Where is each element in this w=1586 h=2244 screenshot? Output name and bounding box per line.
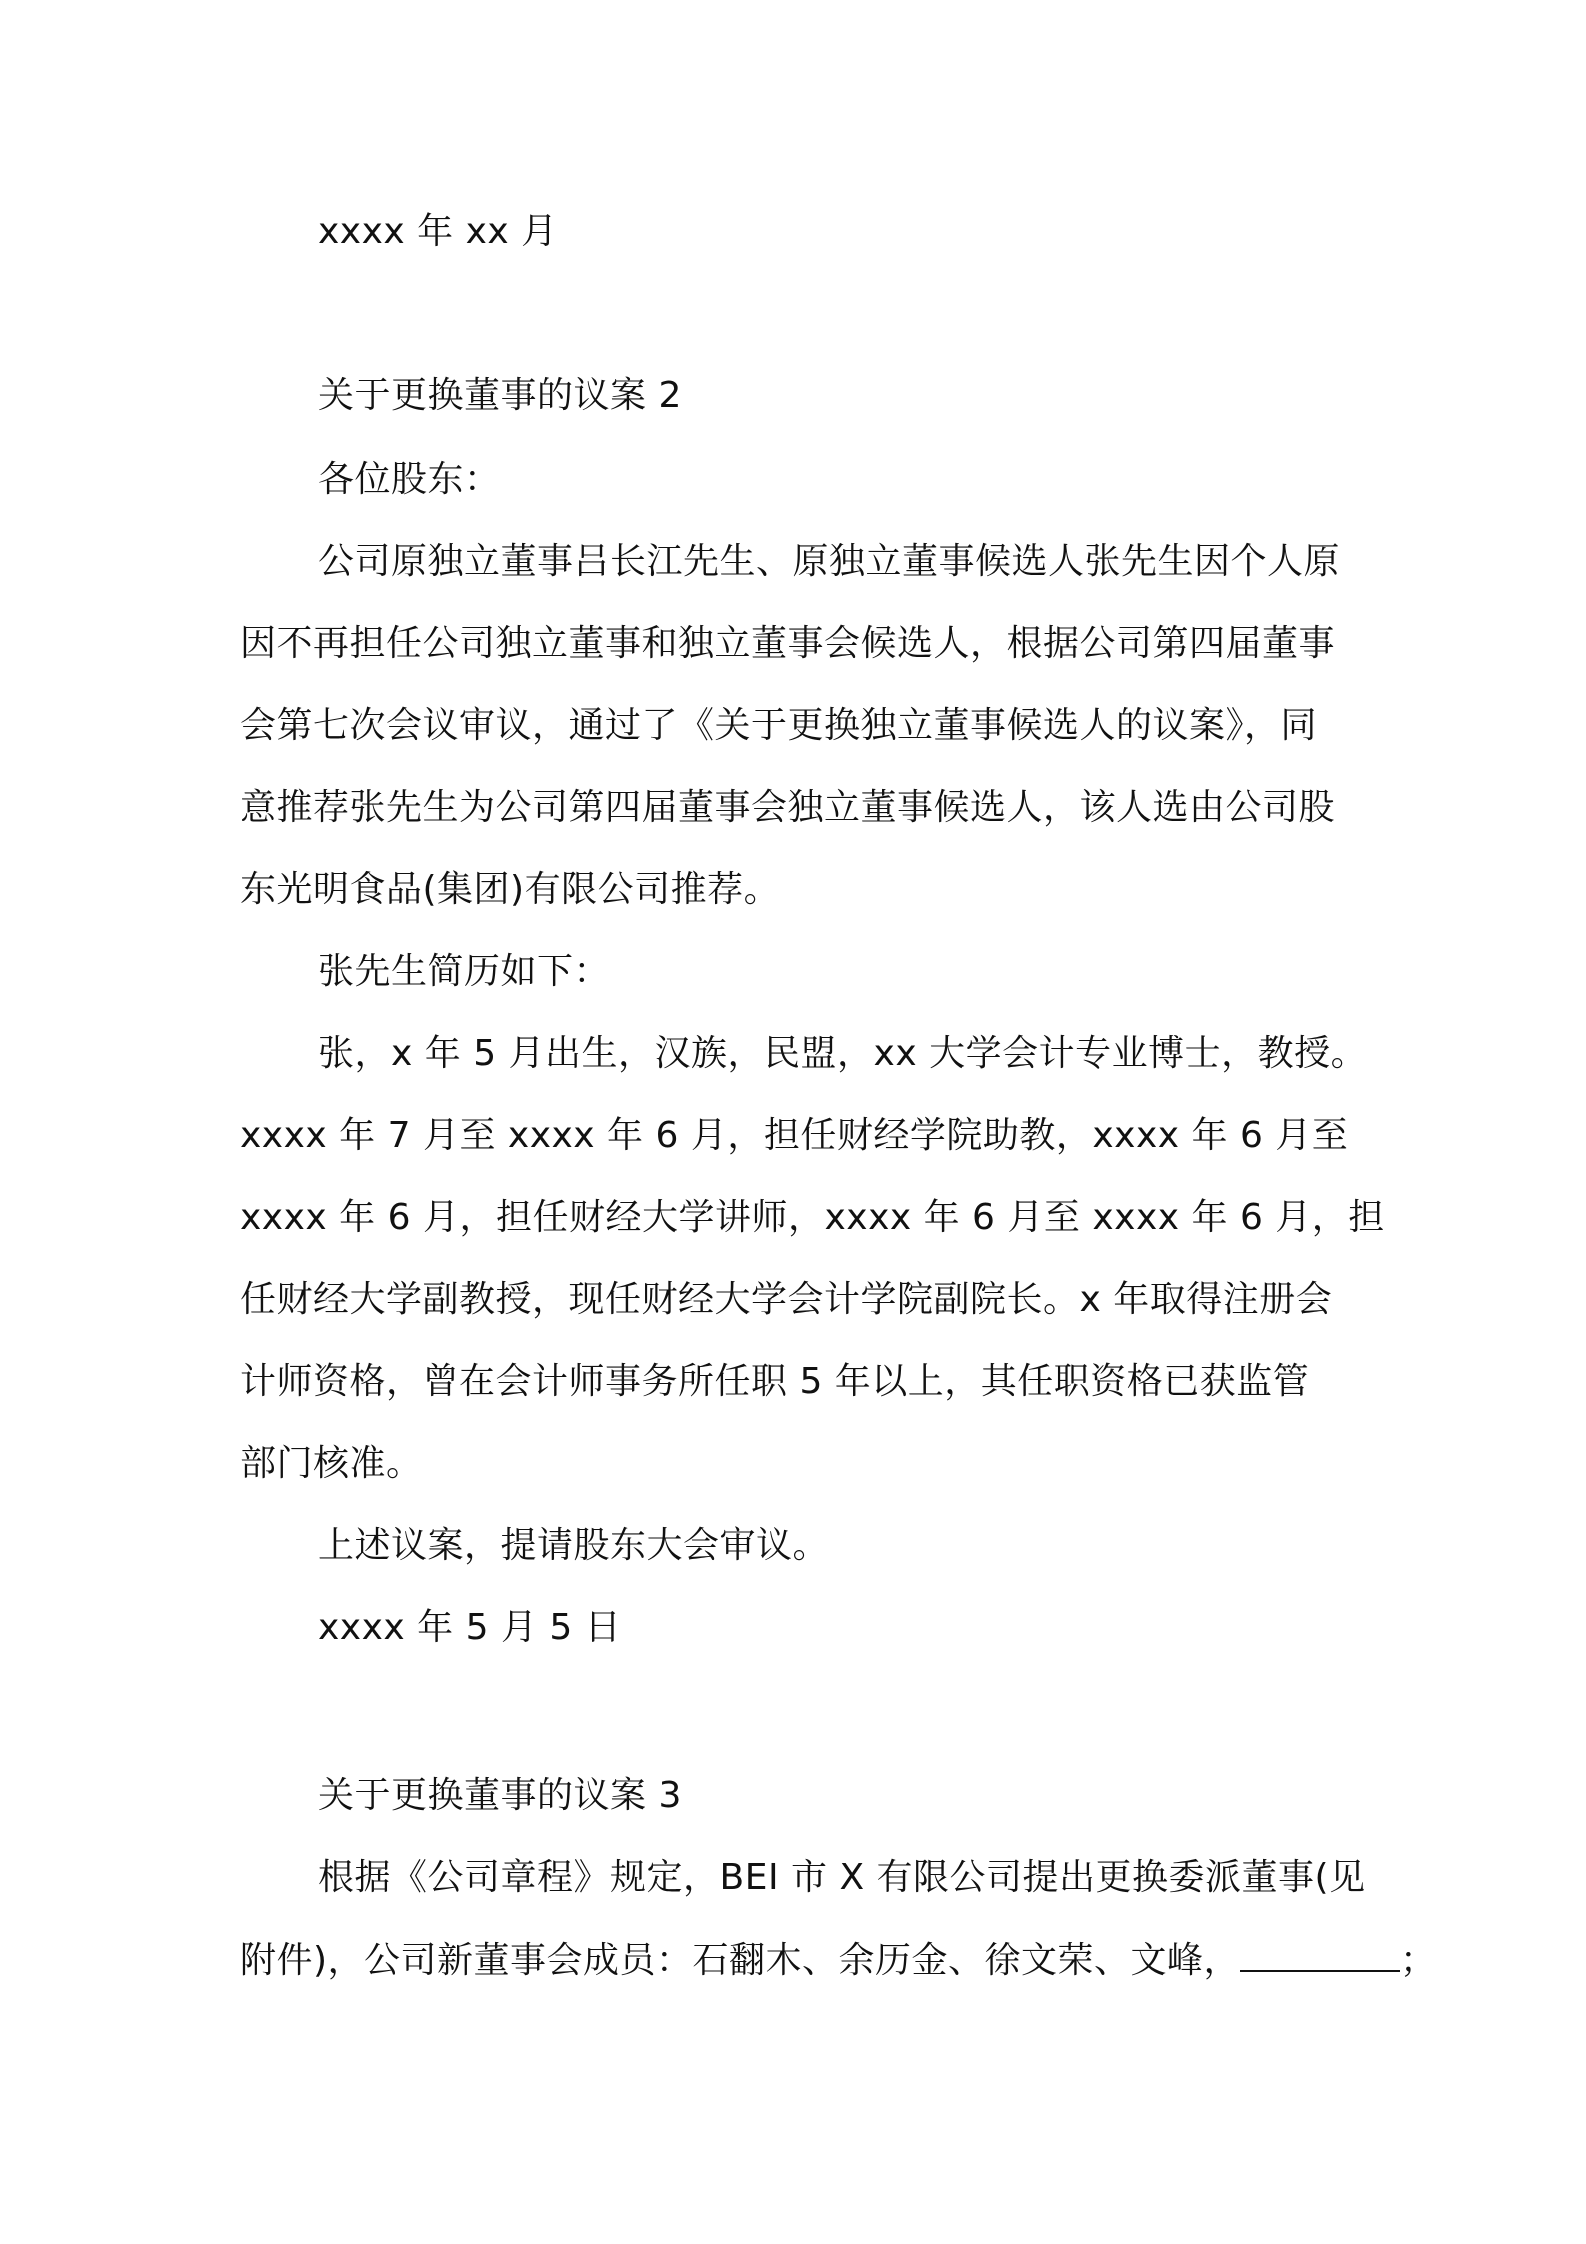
salutation: 各位股东： [318,459,501,500]
paragraph-line: 张，x 年 5 月出生，汉族，民盟，xx 大学会计专业博士，教授。 [318,1033,1368,1074]
paragraph-line: 因不再担任公司独立董事和独立董事会候选人，根据公司第四届董事 [240,623,1336,664]
section-title: 关于更换董事的议案 3 [318,1775,682,1816]
paragraph-line: 意推荐张先生为公司第四届董事会独立董事候选人，该人选由公司股 [240,787,1336,828]
paragraph-line: xxxx 年 6 月，担任财经大学讲师，xxxx 年 6 月至 xxxx 年 6 月，担 [240,1197,1385,1238]
closing-line: 上述议案，提请股东大会审议。 [318,1525,830,1566]
paragraph-line: 会第七次会议审议，通过了《关于更换独立董事候选人的议案》，同 [240,705,1318,746]
paragraph-line: 东光明食品(集团)有限公司推荐。 [240,869,781,910]
paragraph-text: 附件)，公司新董事会成员：石翻木、余历金、徐文荣、文峰， [240,1940,1241,1981]
paragraph-line-with-blank [240,1936,1437,1985]
paragraph-line: 根据《公司章程》规定，BEI 市 X 有限公司提出更换委派董事(见 [318,1857,1366,1898]
paragraph-line: 任财经大学副教授，现任财经大学会计学院副院长。x 年取得注册会 [240,1279,1333,1320]
section-title: 关于更换董事的议案 2 [318,375,682,416]
paragraph-end-punct: ； [1400,1940,1437,1981]
paragraph-line: 计师资格，曾在会计师事务所任职 5 年以上，其任职资格已获监管 [240,1361,1310,1402]
resume-heading: 张先生简历如下： [318,951,611,992]
paragraph-line: 公司原独立董事吕长江先生、原独立董事候选人张先生因个人原 [318,541,1341,582]
date-line: xxxx 年 5 月 5 日 [318,1607,622,1648]
fill-in-blank [1240,1936,1400,1972]
paragraph-line: 部门核准。 [240,1443,423,1484]
date-line: xxxx 年 xx 月 [318,211,558,252]
paragraph-line: xxxx 年 7 月至 xxxx 年 6 月，担任财经学院助教，xxxx 年 6 月至 [240,1115,1349,1156]
